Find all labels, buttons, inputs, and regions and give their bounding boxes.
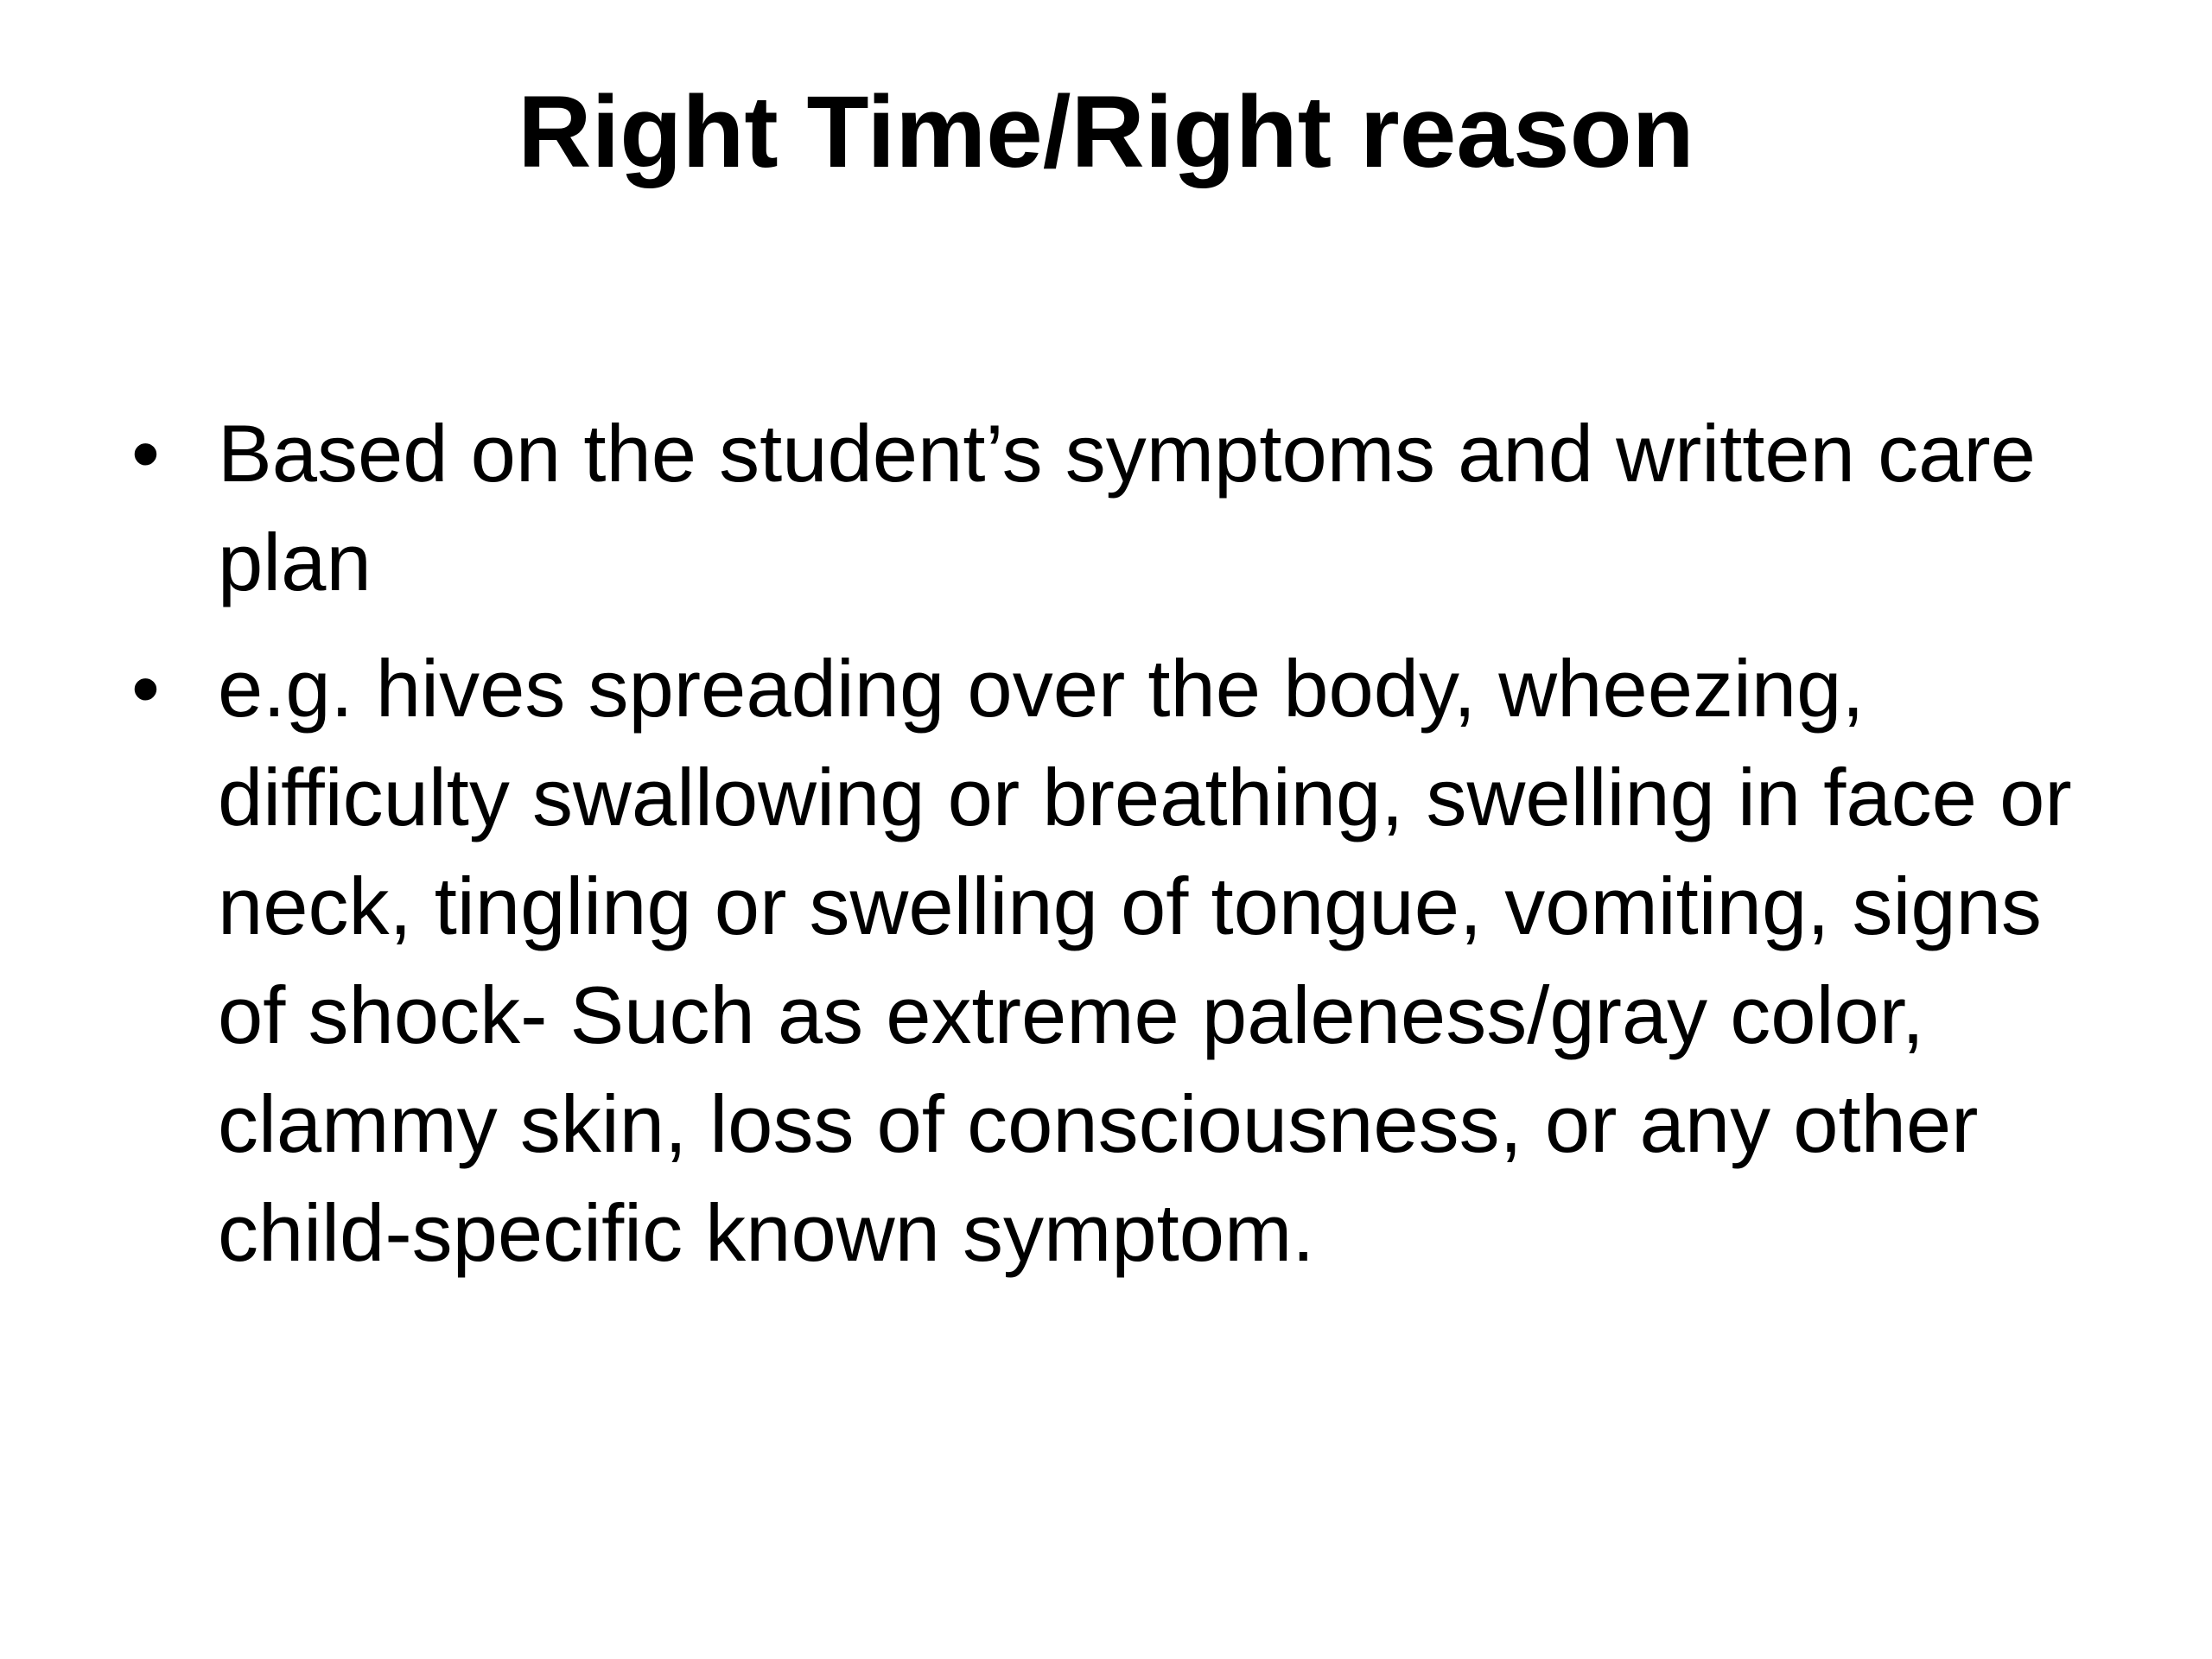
bullet-item-symptoms-care-plan — [131, 399, 2093, 617]
bullet-icon: • — [131, 643, 160, 734]
bullet-item-symptom-examples — [131, 634, 2093, 1287]
bullet-list — [131, 399, 2093, 1305]
bullet-icon: • — [131, 408, 160, 499]
bullet-text: Based on the student’s symptoms and written care plan — [218, 408, 2036, 607]
slide-title: Right Time/Right reason — [518, 75, 1694, 189]
bullet-text: e.g. hives spreading over the body, wheezing, difficulty swallowing or breathing, swelling in face or neck, tingling or swelling of tongue, vomiting, signs of shock- Such as extreme paleness/gray color, clammy skin, loss of consciousness, or any other child-specific known symptom. — [218, 643, 2072, 1278]
